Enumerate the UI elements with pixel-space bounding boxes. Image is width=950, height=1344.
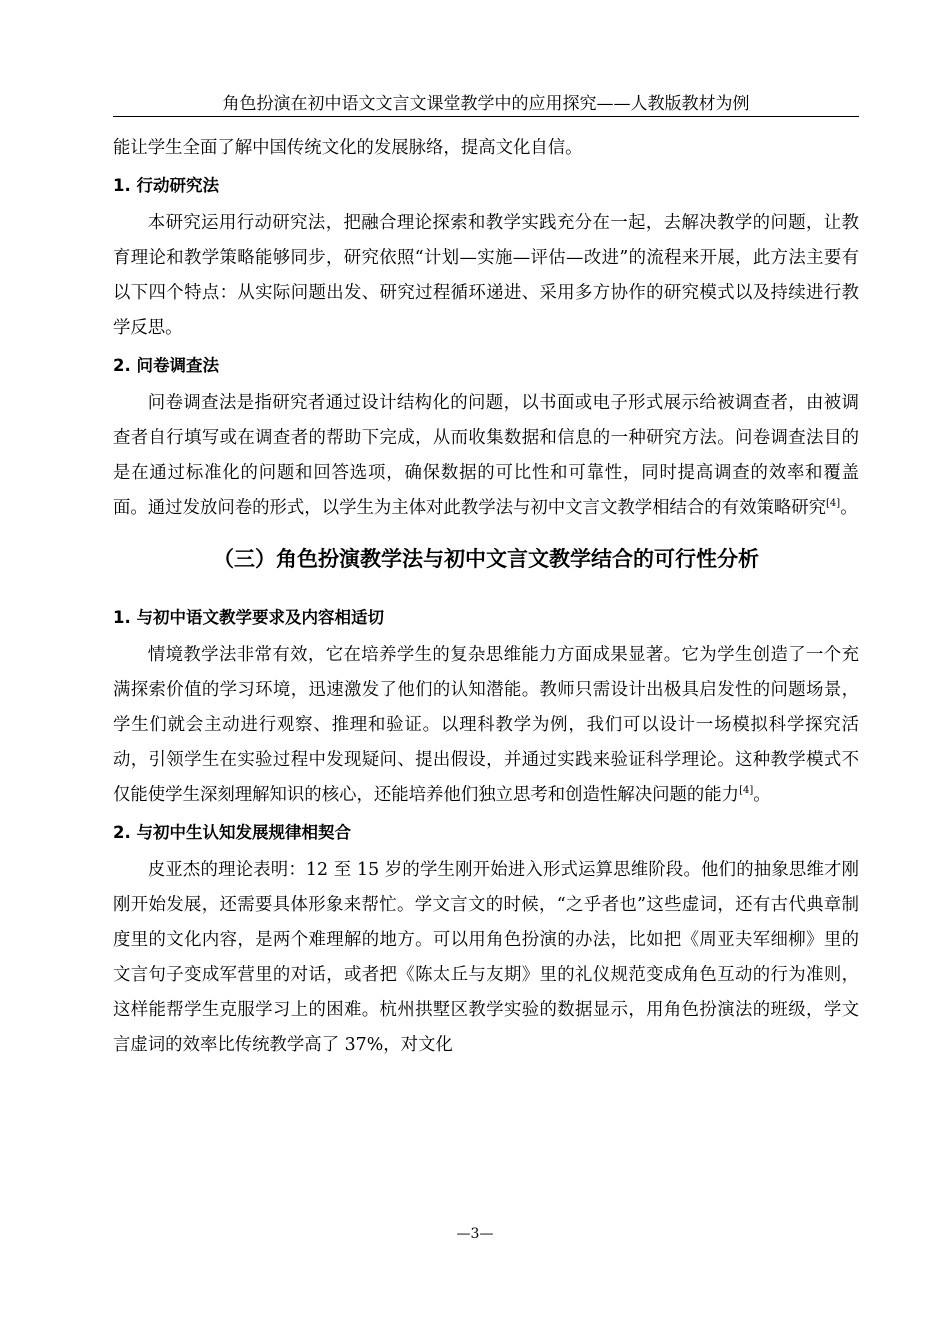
paragraph-questionnaire <box>113 386 859 526</box>
page-number: —3— <box>456 1226 494 1242</box>
subheading-cognitive-development: 2. 与初中生认知发展规律相契合 <box>113 823 351 842</box>
section-heading-feasibility: （三）角色扮演教学法与初中文言文教学结合的可行性分析 <box>213 547 759 571</box>
subheading-questionnaire: 2. 问卷调查法 <box>113 356 219 375</box>
citation-marker: [4] <box>826 498 841 510</box>
subheading-action-research: 1. 行动研究法 <box>113 176 219 195</box>
paragraph-curriculum-fit <box>113 638 859 813</box>
header-rule <box>113 116 859 117</box>
paragraph-end-mark: 。 <box>840 498 858 518</box>
paragraph-end-mark: 。 <box>753 785 771 805</box>
paragraph-curriculum-fit-text: 情境教学法非常有效，它在培养学生的复杂思维能力方面成果显著。它为学生创造了一个充满探索价值的学习环境，迅速激发了他们的认知潜能。教师只需设计出极具启发性的问题场景，学生们就会主动进行观察、推理和验证。以理科教学为例，我们可以设计一场模拟科学探究活动，引领学生在实验过程中发现疑问、提出假设，并通过实践来验证科学理论。这种教学模式不仅能使学生深刻理解知识的核心，还能培养他们独立思考和创造性解决问题的能力 <box>113 645 859 805</box>
citation-marker: [4] <box>739 785 754 797</box>
subheading-curriculum-fit: 1. 与初中语文教学要求及内容相适切 <box>113 608 384 627</box>
paragraph-continuation: 能让学生全面了解中国传统文化的发展脉络，提高文化自信。 <box>113 138 583 158</box>
running-header: 角色扮演在初中语文文言文课堂教学中的应用探究——人教版教材为例 <box>222 94 750 114</box>
paragraph-questionnaire-text: 问卷调查法是指研究者通过设计结构化的问题，以书面或电子形式展示给被调查者，由被调查者自行填写或在调查者的帮助下完成，从而收集数据和信息的一种研究方法。问卷调查法目的是在通过标准化的问题和回答选项，确保数据的可比性和可靠性，同时提高调查的效率和覆盖面。通过发放问卷的形式，以学生为主体对此教学法与初中文言文教学相结合的有效策略研究 <box>113 393 859 518</box>
page-content <box>113 131 859 1063</box>
paragraph-action-research: 本研究运用行动研究法，把融合理论探索和教学实践充分在一起，去解决教学的问题，让教育理论和教学策略能够同步，研究依照“计划—实施—评估—改进”的流程来开展，此方法主要有以下四个特点：从实际问题出发、研究过程循环递进、采用多方协作的研究模式以及持续进行教学反思。 <box>113 213 859 338</box>
paragraph-cognitive-development: 皮亚杰的理论表明：12 至 15 岁的学生刚开始进入形式运算思维阶段。他们的抽象思维才刚刚开始发展，还需要具体形象来帮忙。学文言文的时候，“之乎者也”这些虚词，还有古代典章制度里的文化内容，是两个难理解的地方。可以用角色扮演的办法，比如把《周亚夫军细柳》里的文言句子变成军营里的对话，或者把《陈太丘与友期》里的礼仪规范变成角色互动的行为准则，这样能帮学生克服学习上的困难。杭州拱墅区教学实验的数据显示，用角色扮演法的班级，学文言虚词的效率比传统教学高了 37%，对文化 <box>113 860 859 1055</box>
